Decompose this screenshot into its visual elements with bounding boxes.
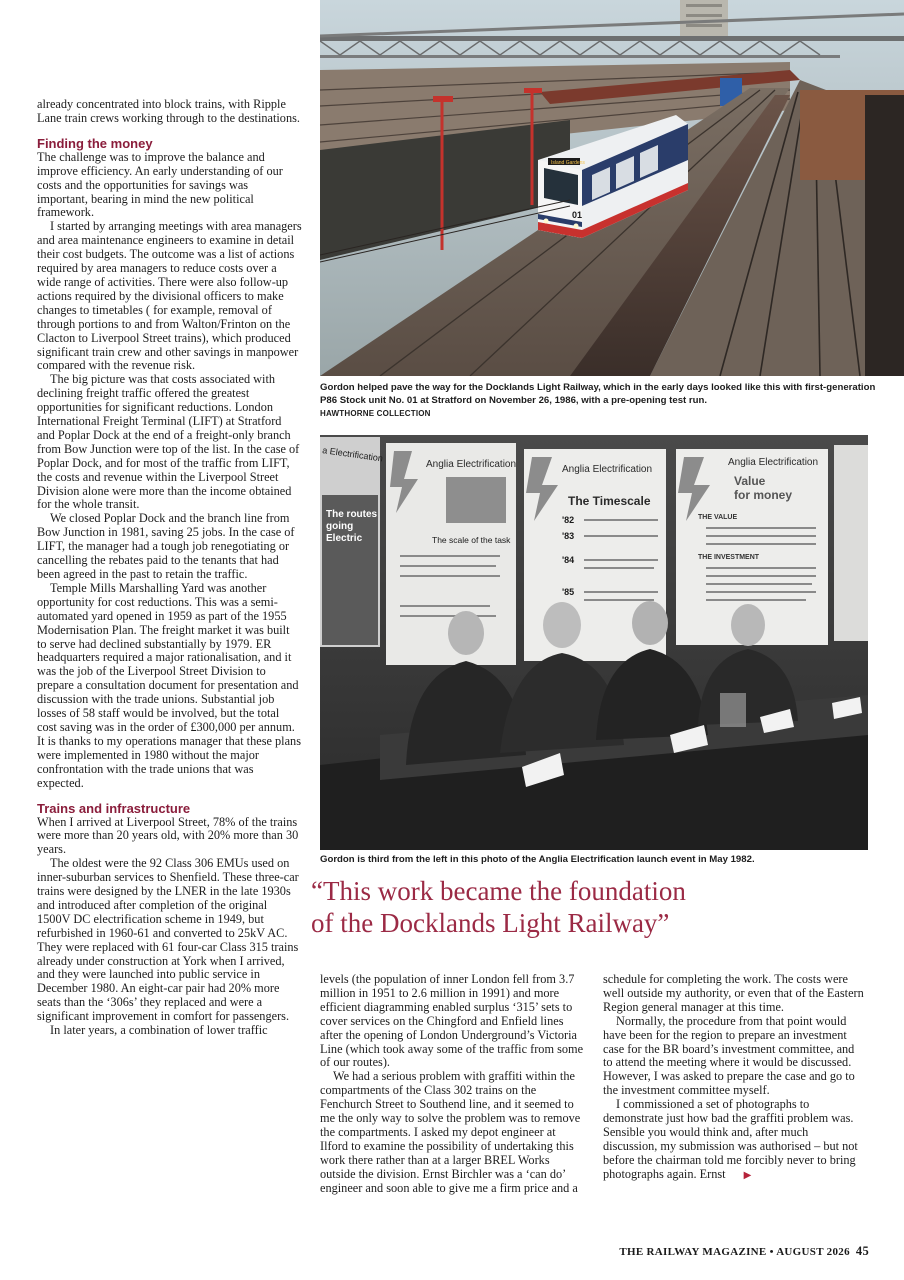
paragraph: Temple Mills Marshalling Yard was another opportunity for cost reductions. This was a semi-automated yard opened in 1959 as part of the 1955 Modernisation Plan. The freight market it was built to serve had declined substantially by 1979. ER headquarters required a major rationalisation, and it was the job of the Liverpool Street Division to prepare a consultation document for presentation and discussion with the trade unions. Substantial job losses of 58 staff would be involved, but the total cost saving was in the order of £300,000 per annum. It is thanks to my operations manager that these plans were implemented in 1980 without the major confrontation with the trade unions that was expected. (37, 580, 301, 790)
board-3-subtitle-1: Value (734, 474, 766, 488)
paragraph: already concentrated into block trains, with Ripple Lane train crews working through to the destinations. (37, 97, 300, 125)
subheading-finding-the-money: Finding the money (37, 135, 153, 151)
paragraph: The challenge was to improve the balance and improve efficiency. An early understanding of our costs and the opportunities for savings was important, bearing in mind the new political framework. (37, 149, 283, 220)
pull-quote-line: of the Docklands Light Railway” (311, 908, 670, 938)
board-3-subtitle-2: for money (734, 488, 793, 502)
paragraph: When I arrived at Liverpool Street, 78% of the trains were more than 20 years old, with 20% more than 30 years. (37, 814, 299, 857)
dlr-train-illustration (320, 0, 904, 376)
paragraph: I started by arranging meetings with area managers and area maintenance engineers to examine in detail their cost budgets. The outcome was a list of actions required by area managers to reduce costs over a wide range of activities. There were also follow-up actions required by the divisional officers to make changes to timetables ( for example, removal of through portions to and from Walton/Frinton on the Clacton to Liverpool Street trains), which produced significant train crew and other savings in manpower compared with the revenue risk. (37, 219, 302, 373)
photo-dlr-train (320, 0, 904, 376)
board-1-title: Anglia Electrification (426, 459, 517, 470)
paragraph: The big picture was that costs associated with declining freight traffic offered the greatest opportunities for significant reductions. London International Freight Terminal (LIFT) at Stratford and Poplar Dock at the end of a freight-only branch from Bow Junction were top of the list. In the case of Poplar Dock, and for most of the traffic from LIFT, the costs and revenue within the Liverpool Street Division alone were more than the income obtained for the whole transit. (37, 372, 300, 512)
year-label: '85 (562, 587, 575, 597)
poster-left-line-1: The routes (326, 509, 378, 520)
poster-left-line-3: Electric (326, 533, 363, 544)
pull-quote-line: “This work became the foundation (311, 876, 686, 906)
magazine-name: THE RAILWAY MAGAZINE • AUGUST 2026 (619, 1246, 850, 1258)
paragraph: The oldest were the 92 Class 306 EMUs used on inner-suburban services to Shenfield. These three-car trains were designed by the LNER in the late 1930s and introduced after completion of the original 1500V DC electrification scheme in 1949, but refurbished in 1960-61 and converted to 25kV AC. They were replaced with 61 four-car Class 315 trains already under construction at York when I arrived, and they were launched into public service in December 1980. An eight-car pair had 20% more seats than the ‘306s’ they replaced and were a significant improvement in comfort for passengers. (37, 856, 299, 1024)
caption-dlr-train (320, 381, 880, 420)
subheading-trains-and-infrastructure: Trains and infrastructure (37, 800, 191, 816)
pull-quote (311, 875, 771, 939)
paragraph: levels (the population of inner London fell from 3.7 million in 1951 to 2.6 million in 1991) and more efficient diagramming enabled surplus ‘315’ sets to cover services on the Chingford and Enfield lines after the opening of London Underground’s Victoria Line (which took away some of the traffic from some of our routes). (320, 972, 584, 1070)
anglia-launch-illustration (320, 435, 868, 850)
paragraph-text: I commissioned a set of photographs to demonstrate just how bad the graffiti problem was. Sensible you would think and, after much discussion, my submission was authorised – but not before the chairman told me forcibly never to bring photographs again. Ernst (603, 1097, 858, 1181)
year-label: '83 (562, 531, 575, 541)
paragraph: Normally, the procedure from that point would have been for the region to prepare an investment case for the BR board’s investment committee, and to attend the meeting where it would be discussed. However, I was asked to prepare the case and go to the investment committee myself. (603, 1013, 855, 1098)
photo-credit: HAWTHORNE COLLECTION (320, 409, 431, 418)
paragraph: In later years, a combination of lower traffic (50, 1023, 268, 1038)
paragraph: We closed Poplar Dock and the branch line from Bow Junction in 1981, saving 25 jobs. In the case of LIFT, the manager had a tough job renegotiating or cancelling the rebates paid to the tenants that had been agreed in the past to retain the traffic. (37, 511, 295, 581)
right-column (603, 973, 865, 1183)
middle-column (320, 973, 586, 1196)
board-3-value-heading: THE VALUE (698, 514, 738, 521)
board-edge-text: a Electrification (321, 445, 384, 464)
year-label: '84 (562, 555, 575, 565)
paragraph (603, 1098, 865, 1182)
year-label: '82 (562, 515, 575, 525)
caption-text: Gordon helped pave the way for the Docklands Light Railway, which in the early days looked like this with first-generation P86 Stock unit No. 01 at Stratford on November 26, 1986, with a pre-opening test run. (320, 382, 876, 406)
left-column (37, 98, 302, 1038)
paragraph: schedule for completing the work. The costs were well outside my authority, or even that of the Eastern Region general manager at this time. (603, 972, 864, 1014)
board-1-subtitle: The scale of the task (432, 535, 511, 545)
caption-anglia-launch: Gordon is third from the left in this photo of the Anglia Electrification launch event in May 1982. (320, 854, 755, 865)
destination-blind: Island Gardens (551, 160, 585, 166)
unit-number: 01 (572, 210, 583, 220)
board-2-subtitle: The Timescale (568, 494, 651, 508)
page-footer (619, 1244, 869, 1259)
poster-left-line-2: going (326, 521, 354, 532)
board-2-title: Anglia Electrification (562, 464, 653, 475)
board-3-investment-heading: THE INVESTMENT (698, 554, 760, 561)
page-number: 45 (855, 1244, 869, 1258)
photo-anglia-launch (320, 435, 868, 850)
board-3-title: Anglia Electrification (728, 457, 819, 468)
paragraph: We had a serious problem with graffiti within the compartments of the Class 302 trains on the Fenchurch Street to Southend line, and it seemed to me the only way to solve the problem was to remove the compartments. I asked my depot engineer at Ilford to examine the possibility of undertaking this work there rather than at a larger BREL Works outside the division. Ernst Birchler was a ‘can do’ engineer and soon able to give me a firm price and a (320, 1069, 581, 1195)
continue-arrow-icon: ▶ (743, 1169, 752, 1181)
